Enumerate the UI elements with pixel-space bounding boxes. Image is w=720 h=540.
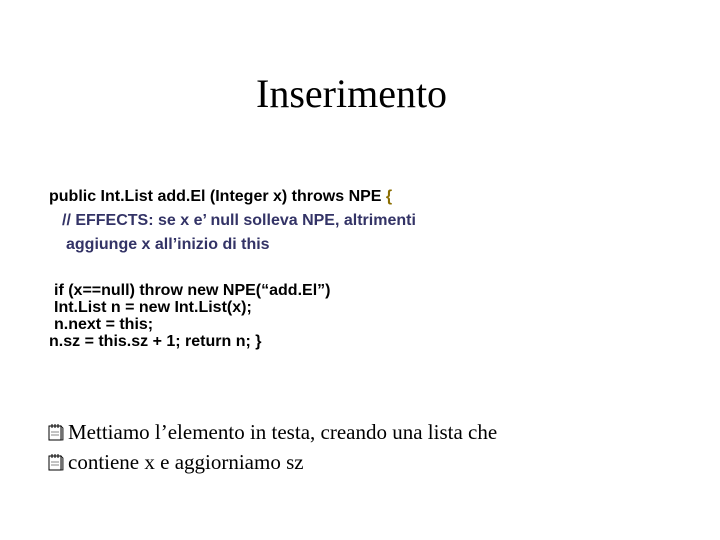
- code-open-brace: {: [385, 188, 393, 205]
- code-statement-2: Int.List n = new Int.List(x);: [54, 299, 252, 316]
- notebook-bullet-icon: [46, 422, 66, 442]
- code-signature-line: [49, 187, 392, 206]
- code-comment-line-2: aggiunge x all’inizio di this: [66, 236, 270, 253]
- bullet-item: [46, 448, 304, 476]
- code-comment-line-1: // EFFECTS: se x e’ null solleva NPE, altrimenti: [62, 212, 416, 229]
- code-statement-1: if (x==null) throw new NPE(“add.El”): [54, 282, 331, 299]
- bullet-item: [46, 418, 497, 446]
- code-signature: public Int.List add.El (Integer x) throws NPE: [49, 188, 386, 205]
- bullet-text: contiene x e aggiorniamo sz: [68, 450, 304, 474]
- code-statement-4: n.sz = this.sz + 1; return n; }: [49, 333, 262, 350]
- code-statement-3: n.next = this;: [54, 316, 154, 333]
- notebook-bullet-icon: [46, 452, 66, 472]
- slide-title-text: Inserimento: [256, 71, 448, 116]
- bullet-text: Mettiamo l’elemento in testa, creando una lista che: [68, 420, 498, 444]
